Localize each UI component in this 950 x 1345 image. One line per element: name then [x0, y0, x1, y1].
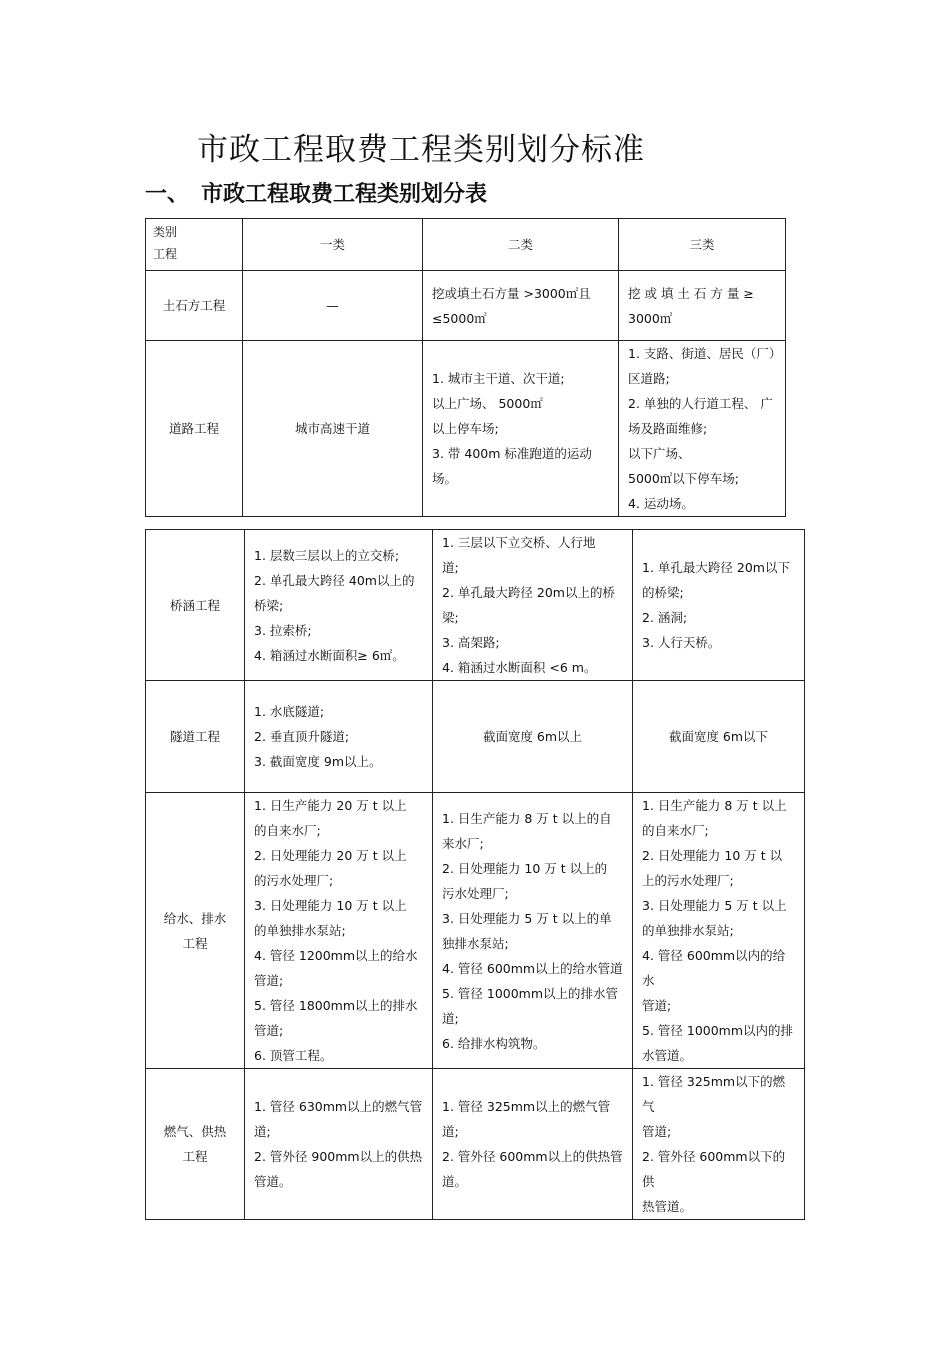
cell-line: 区道路;: [628, 371, 670, 386]
cell-line: 来水厂;: [442, 835, 484, 851]
cell-line: 1. 三层以下立交桥、人行地: [442, 535, 596, 550]
cell-line: 3. 日处理能力 10 万 t 以上: [254, 898, 407, 913]
cell-line: 道;: [254, 1124, 271, 1139]
cell-line: 场。: [432, 471, 458, 486]
class-1-cell: [245, 1069, 433, 1220]
cell-line: 以上广场、 5000㎡: [432, 396, 543, 411]
cell-line: 1. 管径 325mm以上的燃气管: [442, 1099, 611, 1114]
corner-category-label: 类别: [153, 225, 178, 239]
cell-line: 桥梁;: [254, 597, 284, 613]
cell-line: 3. 带 400m 标准跑道的运动: [432, 446, 592, 461]
cell-line: 5000㎡以下停车场;: [628, 471, 740, 486]
class-2-cell: [433, 1069, 633, 1220]
cell-line: 的自来水厂;: [254, 823, 321, 838]
cell-line: 以下广场、: [628, 446, 691, 461]
row-name-cell: 道路工程: [146, 341, 243, 517]
cell-line: 挖或填土石方量 >3000㎡且: [432, 285, 591, 301]
cell-line: 上的污水处理厂;: [642, 873, 734, 888]
cell-line: 2. 管外径 600mm以上的供热管: [442, 1149, 623, 1164]
class-2-cell: [433, 793, 633, 1069]
table-row: [146, 271, 786, 341]
cell-line: 3. 人行天桥。: [642, 635, 721, 650]
class-1-cell: [243, 271, 423, 341]
cell-line: 2. 涵洞;: [642, 610, 688, 625]
page-title: 市政工程取费工程类别划分标准: [197, 132, 645, 168]
cell-line: 截面宽度 6m以下: [668, 729, 769, 744]
cell-line: 的自来水厂;: [642, 823, 709, 838]
table-row: [146, 681, 805, 793]
cell-line: 4. 箱涵过水断面积 <6 m。: [442, 660, 597, 675]
cell-line: 6. 给排水构筑物。: [442, 1035, 546, 1051]
cell-line: 1. 水底隧道;: [254, 704, 325, 719]
class-3-cell: [633, 530, 805, 681]
cell-line: 场及路面维修;: [628, 421, 708, 436]
class-1-cell: [245, 530, 433, 681]
cell-line: 管道;: [642, 998, 672, 1013]
cell-line: 的单独排水泵站;: [254, 923, 346, 938]
class-3-cell: [633, 1069, 805, 1220]
cell-line: 4. 箱涵过水断面积≥ 6㎡。: [254, 647, 405, 663]
cell-line: 管道。: [254, 1174, 292, 1189]
section-heading: [145, 177, 487, 208]
cell-line: 的污水处理厂;: [254, 873, 334, 888]
cell-line: 以上停车场;: [432, 421, 499, 436]
cell-line: 4. 管径 600mm以上的给水管道: [442, 960, 623, 976]
class-2-cell: [433, 530, 633, 681]
row-name-cell: [146, 793, 245, 1069]
cell-line: 3. 拉索桥;: [254, 622, 312, 638]
cell-line: 2. 单孔最大跨径 40m以上的: [254, 572, 415, 588]
header-class-3: 三类: [619, 219, 786, 271]
cell-line: 2. 单独的人行道工程、 广: [628, 396, 773, 411]
class-3-cell: [619, 271, 786, 341]
cell-line: 1. 日生产能力 20 万 t 以上: [254, 798, 407, 813]
cell-line: 工程: [182, 1149, 208, 1164]
classification-table-part-1: [145, 218, 786, 517]
row-name-cell: 桥涵工程: [146, 530, 245, 681]
cell-line: 2. 垂直顶升隧道;: [254, 729, 350, 744]
cell-line: 4. 管径 600mm以内的给水: [642, 948, 786, 988]
table-header-row: [146, 219, 786, 271]
class-3-cell: [633, 681, 805, 793]
cell-line: 热管道。: [642, 1199, 693, 1214]
cell-line: 4. 管径 1200mm以上的给水: [254, 948, 418, 963]
cell-line: 给水、排水: [163, 910, 227, 926]
cell-line: 5. 管径 1000mm以上的排水管: [442, 985, 619, 1001]
cell-line: 3. 日处理能力 5 万 t 以上: [642, 898, 787, 913]
section-number: 一、: [145, 181, 190, 207]
cell-line: 污水处理厂;: [442, 885, 509, 901]
cell-line: 5. 管径 1000mm以内的排: [642, 1023, 794, 1038]
cell-line: 1. 单孔最大跨径 20m以下: [642, 560, 790, 575]
row-name-cell: [146, 1069, 245, 1220]
cell-line: 1. 城市主干道、次干道;: [432, 371, 565, 386]
table-row: [146, 1069, 805, 1220]
class-1-cell: [243, 341, 423, 517]
cell-line: 3. 日处理能力 5 万 t 以上的单: [442, 910, 612, 926]
cell-line: 工程: [182, 935, 208, 951]
cell-line: 2. 日处理能力 10 万 t 以: [642, 848, 783, 863]
cell-line: ≤5000㎡: [432, 310, 487, 326]
cell-line: 道。: [442, 1174, 468, 1189]
cell-line: 2. 管外径 600mm以下的供: [642, 1149, 786, 1189]
cell-line: 的桥梁;: [642, 585, 684, 600]
cell-line: 管道;: [254, 1023, 284, 1038]
cell-line: 道;: [442, 1124, 459, 1139]
cell-line: 1. 日生产能力 8 万 t 以上: [642, 798, 787, 813]
cell-line: 截面宽度 6m以上: [482, 729, 583, 744]
cell-line: 的单独排水泵站;: [642, 923, 734, 938]
cell-line: 3. 截面宽度 9m以上。: [254, 754, 382, 769]
cell-line: 5. 管径 1800mm以上的排水: [254, 998, 418, 1013]
table-row: [146, 341, 786, 517]
class-3-cell: [619, 341, 786, 517]
corner-header-cell: [146, 219, 243, 271]
cell-line: 6. 顶管工程。: [254, 1048, 333, 1063]
row-name-cell: 土石方工程: [146, 271, 243, 341]
class-3-cell: [633, 793, 805, 1069]
section-title: 市政工程取费工程类别划分表: [201, 181, 488, 207]
cell-line: 1. 日生产能力 8 万 t 以上的自: [442, 810, 612, 826]
class-2-cell: [433, 681, 633, 793]
cell-line: 2. 日处理能力 20 万 t 以上: [254, 848, 407, 863]
cell-line: 3000㎡: [628, 310, 673, 326]
class-2-cell: [423, 271, 619, 341]
cell-line: 燃气、供热: [163, 1124, 227, 1139]
cell-line: 梁;: [442, 610, 459, 625]
class-1-cell: [245, 793, 433, 1069]
cell-line: 1. 层数三层以上的立交桥;: [254, 547, 400, 563]
class-2-cell: [423, 341, 619, 517]
cell-line: 城市高速干道: [294, 421, 370, 436]
cell-line: 1. 管径 630mm以上的燃气管: [254, 1099, 423, 1114]
cell-line: 2. 管外径 900mm以上的供热: [254, 1149, 423, 1164]
cell-line: 独排水泵站;: [442, 935, 509, 951]
cell-line: —: [326, 298, 339, 313]
cell-line: 1. 支路、街道、居民（厂）: [628, 346, 782, 361]
cell-line: 1. 管径 325mm以下的燃气: [642, 1074, 786, 1114]
table-row: [146, 793, 805, 1069]
corner-project-label: 工程: [153, 247, 178, 261]
cell-line: 4. 运动场。: [628, 496, 694, 511]
cell-line: 道;: [442, 1010, 459, 1026]
cell-line: 道;: [442, 560, 459, 575]
classification-table-part-2: [145, 529, 805, 1220]
cell-line: 管道;: [642, 1124, 672, 1139]
table-row: [146, 530, 805, 681]
cell-line: 挖 或 填 土 石 方 量 ≥: [628, 285, 754, 301]
header-class-2: 二类: [423, 219, 619, 271]
cell-line: 2. 日处理能力 10 万 t 以上的: [442, 860, 608, 876]
row-name-cell: 隧道工程: [146, 681, 245, 793]
cell-line: 水管道。: [642, 1048, 693, 1063]
cell-line: 管道;: [254, 973, 284, 988]
cell-line: 2. 单孔最大跨径 20m以上的桥: [442, 585, 615, 600]
header-class-1: 一类: [243, 219, 423, 271]
class-1-cell: [245, 681, 433, 793]
cell-line: 3. 高架路;: [442, 635, 500, 650]
